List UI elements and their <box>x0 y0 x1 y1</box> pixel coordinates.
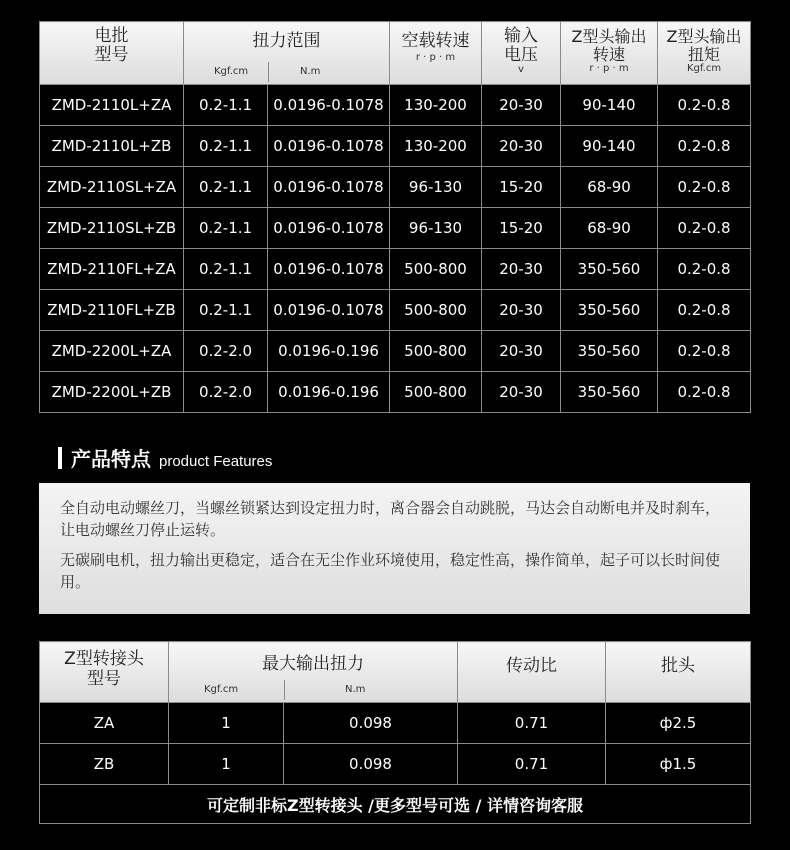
cell-model: ZMD-2110L+ZA <box>40 85 184 126</box>
cell-torque-kgf: 0.2-2.0 <box>184 372 268 413</box>
table-row <box>40 290 751 331</box>
cell-noload-speed: 500-800 <box>390 331 482 372</box>
cell-z-torque: 0.2-0.8 <box>658 167 751 208</box>
cell-torque-nm: 0.0196-0.1078 <box>268 85 390 126</box>
features-subtitle: product Features <box>159 453 273 470</box>
cell-model: ZMD-2110FL+ZB <box>40 290 184 331</box>
cell-torque-nm: 0.0196-0.196 <box>268 331 390 372</box>
feature-paragraph: 全自动电动螺丝刀，当螺丝锁紧达到设定扭力时，离合器会自动跳脱，马达会自动断电并及时刹车，让电动螺丝刀停止运转。 <box>60 499 721 539</box>
cell-noload-speed: 500-800 <box>390 372 482 413</box>
cell-torque-kgf: 0.2-1.1 <box>184 85 268 126</box>
table-row <box>40 372 751 413</box>
cell-torque-nm: 0.0196-0.1078 <box>268 126 390 167</box>
cell-voltage: 20-30 <box>482 331 561 372</box>
adapter-header-max-torque: 最大输出扭力 Kgf.cm N.m <box>169 642 458 703</box>
header-z-torque: Z型头输出 扭矩 Kgf.cm <box>658 22 751 85</box>
cell-adapter-model: ZB <box>40 744 169 785</box>
cell-z-torque: 0.2-0.8 <box>658 85 751 126</box>
cell-adapter-ratio: 0.71 <box>458 703 606 744</box>
table-row <box>40 744 751 785</box>
table-row <box>40 249 751 290</box>
cell-z-torque: 0.2-0.8 <box>658 249 751 290</box>
cell-torque-kgf: 0.2-1.1 <box>184 249 268 290</box>
cell-adapter-nm: 0.098 <box>284 703 458 744</box>
table-row <box>40 331 751 372</box>
header-model: 电批 型号 <box>40 22 184 85</box>
cell-voltage: 20-30 <box>482 85 561 126</box>
cell-z-torque: 0.2-0.8 <box>658 290 751 331</box>
table-row <box>40 208 751 249</box>
specs-header-row <box>40 22 751 85</box>
cell-adapter-model: ZA <box>40 703 169 744</box>
cell-noload-speed: 130-200 <box>390 126 482 167</box>
features-box <box>39 483 750 614</box>
cell-noload-speed: 500-800 <box>390 290 482 331</box>
cell-adapter-ratio: 0.71 <box>458 744 606 785</box>
cell-z-speed: 350-560 <box>561 290 658 331</box>
adapter-unit-nm: N.m <box>345 684 366 695</box>
cell-voltage: 15-20 <box>482 167 561 208</box>
cell-voltage: 15-20 <box>482 208 561 249</box>
cell-z-speed: 90-140 <box>561 126 658 167</box>
cell-voltage: 20-30 <box>482 372 561 413</box>
cell-voltage: 20-30 <box>482 126 561 167</box>
cell-model: ZMD-2110FL+ZA <box>40 249 184 290</box>
adapter-table <box>39 641 751 824</box>
features-heading <box>58 443 272 472</box>
cell-torque-kgf: 0.2-1.1 <box>184 208 268 249</box>
cell-torque-kgf: 0.2-2.0 <box>184 331 268 372</box>
torque-unit-kgf: Kgf.cm <box>214 66 249 77</box>
cell-z-torque: 0.2-0.8 <box>658 208 751 249</box>
cell-torque-kgf: 0.2-1.1 <box>184 126 268 167</box>
cell-voltage: 20-30 <box>482 249 561 290</box>
cell-adapter-kgf: 1 <box>169 744 284 785</box>
table-row <box>40 167 751 208</box>
cell-adapter-bit: ф2.5 <box>606 703 751 744</box>
cell-z-torque: 0.2-0.8 <box>658 372 751 413</box>
adapter-header-model: Z型转接头 型号 <box>40 642 169 703</box>
header-z-speed: Z型头输出 转速 r · p · m <box>561 22 658 85</box>
cell-z-speed: 350-560 <box>561 249 658 290</box>
cell-z-speed: 68-90 <box>561 167 658 208</box>
cell-model: ZMD-2110SL+ZB <box>40 208 184 249</box>
cell-torque-kgf: 0.2-1.1 <box>184 167 268 208</box>
cell-noload-speed: 130-200 <box>390 85 482 126</box>
cell-torque-kgf: 0.2-1.1 <box>184 290 268 331</box>
cell-adapter-bit: ф1.5 <box>606 744 751 785</box>
cell-noload-speed: 500-800 <box>390 249 482 290</box>
features-title: 产品特点 <box>71 447 151 471</box>
adapter-footer-row <box>40 785 751 824</box>
cell-noload-speed: 96-130 <box>390 208 482 249</box>
header-input-voltage: 输入 电压 v <box>482 22 561 85</box>
adapter-header-ratio: 传动比 <box>458 642 606 703</box>
cell-z-speed: 350-560 <box>561 372 658 413</box>
cell-z-speed: 68-90 <box>561 208 658 249</box>
torque-unit-nm: N.m <box>300 66 321 77</box>
table-row <box>40 126 751 167</box>
cell-model: ZMD-2110L+ZB <box>40 126 184 167</box>
cell-voltage: 20-30 <box>482 290 561 331</box>
cell-torque-nm: 0.0196-0.1078 <box>268 249 390 290</box>
cell-noload-speed: 96-130 <box>390 167 482 208</box>
cell-z-torque: 0.2-0.8 <box>658 331 751 372</box>
header-noload-speed: 空载转速 r · p · m <box>390 22 482 85</box>
cell-adapter-kgf: 1 <box>169 703 284 744</box>
cell-model: ZMD-2200L+ZA <box>40 331 184 372</box>
cell-torque-nm: 0.0196-0.1078 <box>268 167 390 208</box>
header-torque-range: 扭力范围 Kgf.cm N.m <box>184 22 390 85</box>
feature-paragraph: 无碳刷电机，扭力输出更稳定，适合在无尘作业环境使用，稳定性高，操作简单，起子可以长时间使用。 <box>60 551 721 591</box>
cell-z-speed: 350-560 <box>561 331 658 372</box>
cell-z-torque: 0.2-0.8 <box>658 126 751 167</box>
table-row <box>40 703 751 744</box>
heading-accent-bar <box>58 447 62 469</box>
table-row <box>40 85 751 126</box>
cell-model: ZMD-2110SL+ZA <box>40 167 184 208</box>
adapter-header-row <box>40 642 751 703</box>
cell-model: ZMD-2200L+ZB <box>40 372 184 413</box>
adapter-unit-kgf: Kgf.cm <box>204 684 239 695</box>
adapter-header-bit: 批头 <box>606 642 751 703</box>
specs-table <box>39 21 751 413</box>
adapter-footer-note: 可定制非标Z型转接头 /更多型号可选 / 详情咨询客服 <box>40 785 751 824</box>
cell-torque-nm: 0.0196-0.1078 <box>268 208 390 249</box>
cell-torque-nm: 0.0196-0.1078 <box>268 290 390 331</box>
cell-torque-nm: 0.0196-0.196 <box>268 372 390 413</box>
cell-adapter-nm: 0.098 <box>284 744 458 785</box>
cell-z-speed: 90-140 <box>561 85 658 126</box>
